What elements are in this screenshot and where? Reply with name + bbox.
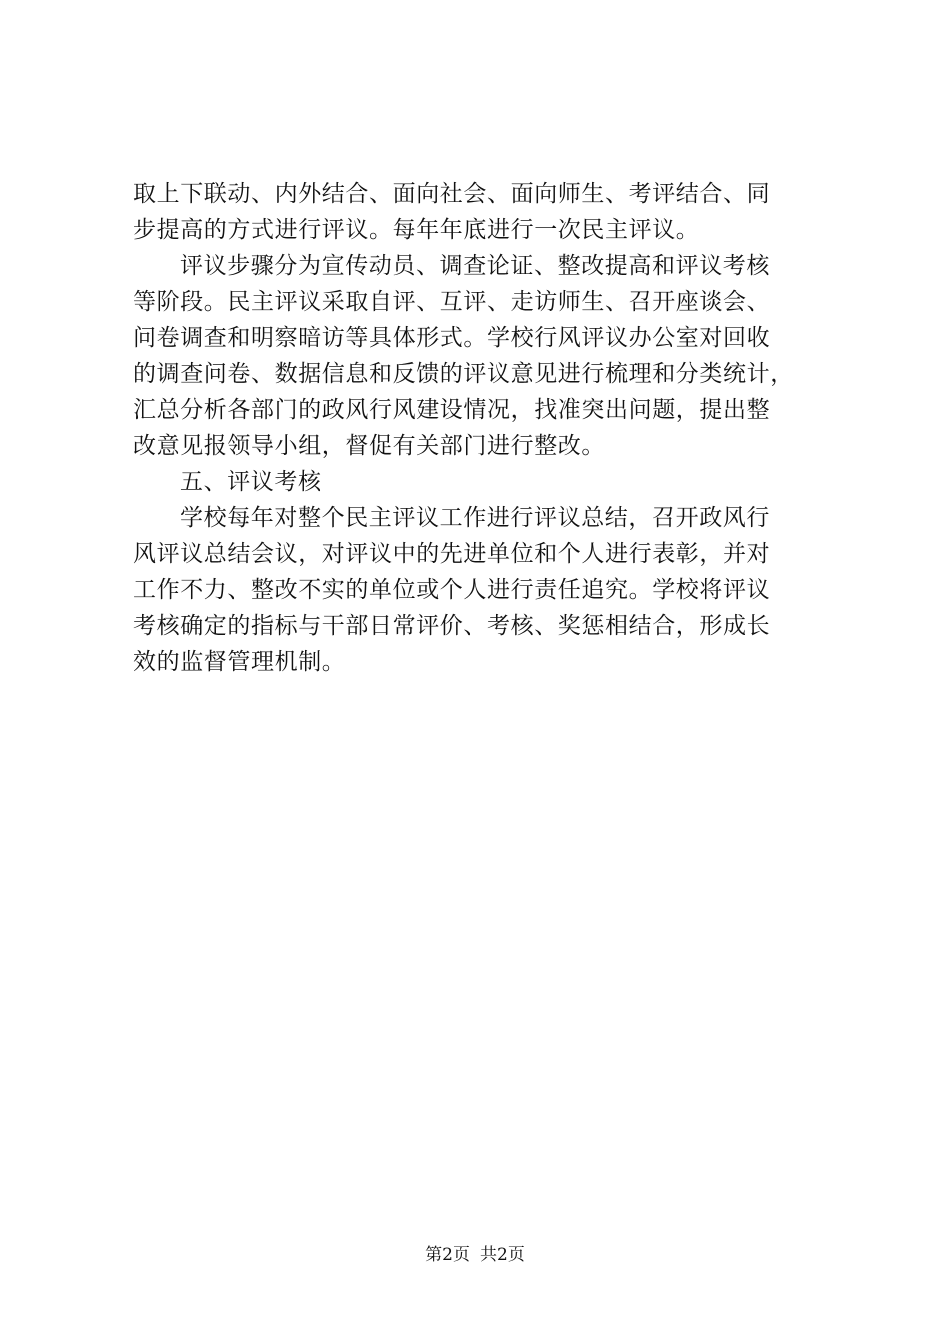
text-line: 的调查问卷、数据信息和反馈的评议意见进行梳理和分类统计， — [133, 361, 794, 387]
text-line: 问卷调查和明察暗访等具体形式。学校行风评议办公室对回收 — [133, 325, 771, 351]
text-line: 等阶段。民主评议采取自评、互评、走访师生、召开座谈会、 — [133, 289, 771, 315]
page-number-total: 共2页 — [480, 1245, 525, 1265]
text-line: 效的监督管理机制。 — [133, 649, 346, 675]
page-number-current: 第2页 — [425, 1245, 470, 1265]
text-line: 汇总分析各部门的政风行风建设情况，找准突出问题，提出整 — [133, 397, 771, 423]
text-line: 改意见报领导小组，督促有关部门进行整改。 — [133, 433, 605, 459]
text-line: 考核确定的指标与干部日常评价、考核、奖惩相结合，形成长 — [133, 613, 771, 639]
page-footer — [0, 1243, 950, 1267]
text-line: 风评议总结会议，对评议中的先进单位和个人进行表彰，并对 — [133, 541, 771, 567]
document-body — [133, 176, 833, 680]
text-line: 工作不力、整改不实的单位或个人进行责任追究。学校将评议 — [133, 577, 771, 603]
section-heading: 五、评议考核 — [180, 469, 322, 495]
paragraph-start-line: 评议步骤分为宣传动员、调查论证、整改提高和评议考核 — [180, 253, 770, 279]
text-line: 步提高的方式进行评议。每年年底进行一次民主评议。 — [133, 217, 700, 243]
paragraph-start-line: 学校每年对整个民主评议工作进行评议总结，召开政风行 — [180, 505, 770, 531]
text-line: 取上下联动、内外结合、面向社会、面向师生、考评结合、同 — [133, 181, 771, 207]
